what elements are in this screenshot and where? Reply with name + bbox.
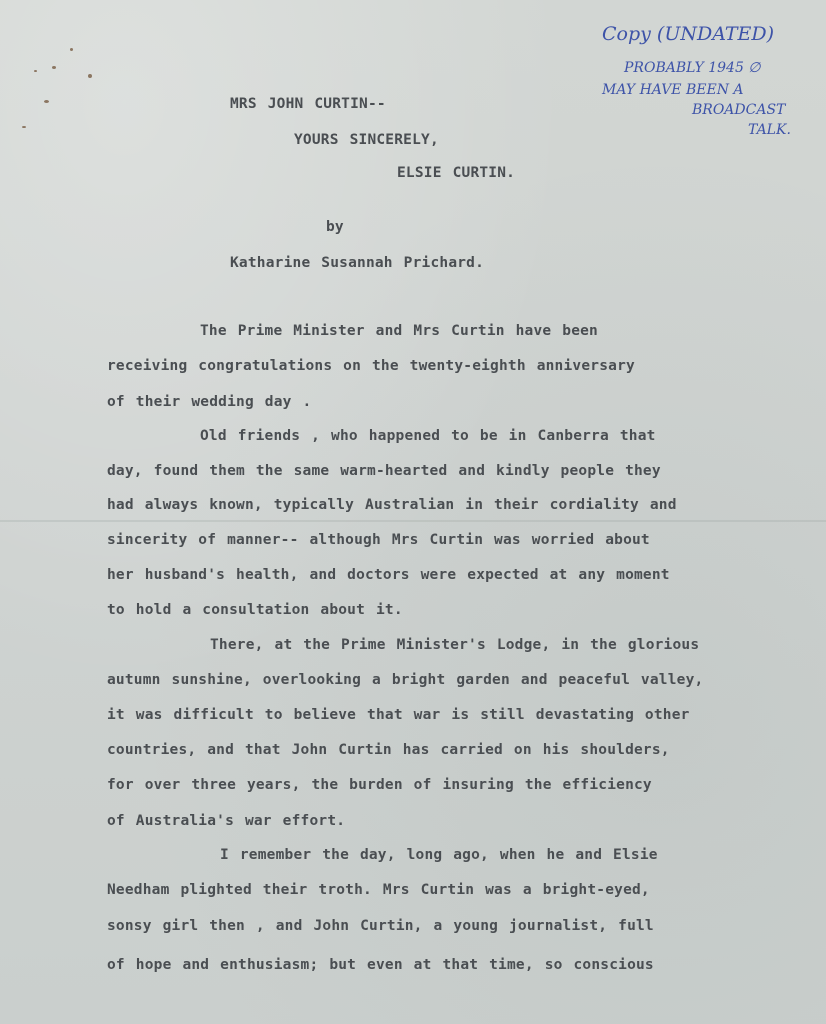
handwritten-annotation-line-2: PROBABLY 1945 ∅ (624, 60, 761, 76)
body-line: had always known, typically Australian in their cordiality and (107, 497, 677, 513)
body-line: of hope and enthusiasm; but even at that time, so conscious (107, 957, 654, 973)
body-line: for over three years, the burden of insuring the efficiency (107, 777, 652, 793)
body-line: of their wedding day . (107, 394, 312, 410)
document-title-line-2: YOURS SINCERELY, (294, 132, 439, 148)
body-line: autumn sunshine, overlooking a bright garden and peaceful valley, (107, 672, 704, 688)
body-line: countries, and that John Curtin has carried on his shoulders, (107, 742, 670, 758)
byline-by: by (326, 219, 344, 235)
body-line: The Prime Minister and Mrs Curtin have been (200, 323, 598, 339)
body-line: There, at the Prime Minister's Lodge, in the glorious (210, 637, 700, 653)
paper-speck (34, 70, 37, 72)
paper-speck (70, 48, 73, 51)
body-line: her husband's health, and doctors were expected at any moment (107, 567, 670, 583)
byline-author: Katharine Susannah Prichard. (230, 255, 485, 271)
body-line: day, found them the same warm-hearted and kindly people they (107, 463, 661, 479)
paper-speck (88, 74, 92, 78)
body-line: of Australia's war effort. (107, 813, 346, 829)
handwritten-annotation-line-1: Copy (UNDATED) (602, 23, 775, 45)
document-title-line-3: ELSIE CURTIN. (397, 165, 516, 181)
body-line: I remember the day, long ago, when he and Elsie (220, 847, 658, 863)
paper-speck (22, 126, 26, 128)
paper-fold (0, 520, 826, 522)
document-title-line-1: MRS JOHN CURTIN-- (230, 96, 386, 112)
body-line: Old friends , who happened to be in Canberra that (200, 428, 656, 444)
handwritten-annotation-line-4: BROADCAST (692, 102, 786, 118)
handwritten-annotation-line-3: MAY HAVE BEEN A (602, 82, 744, 98)
handwritten-annotation-line-5: TALK. (748, 122, 791, 138)
body-line: it was difficult to believe that war is still devastating other (107, 707, 690, 723)
body-line: receiving congratulations on the twenty-eighth anniversary (107, 358, 635, 374)
paper-speck (44, 100, 49, 103)
body-line: to hold a consultation about it. (107, 602, 403, 618)
paper-speck (52, 66, 56, 69)
body-line: sonsy girl then , and John Curtin, a young journalist, full (107, 918, 654, 934)
body-line: Needham plighted their troth. Mrs Curtin was a bright-eyed, (107, 882, 650, 898)
body-line: sincerity of manner-- although Mrs Curtin was worried about (107, 532, 650, 548)
